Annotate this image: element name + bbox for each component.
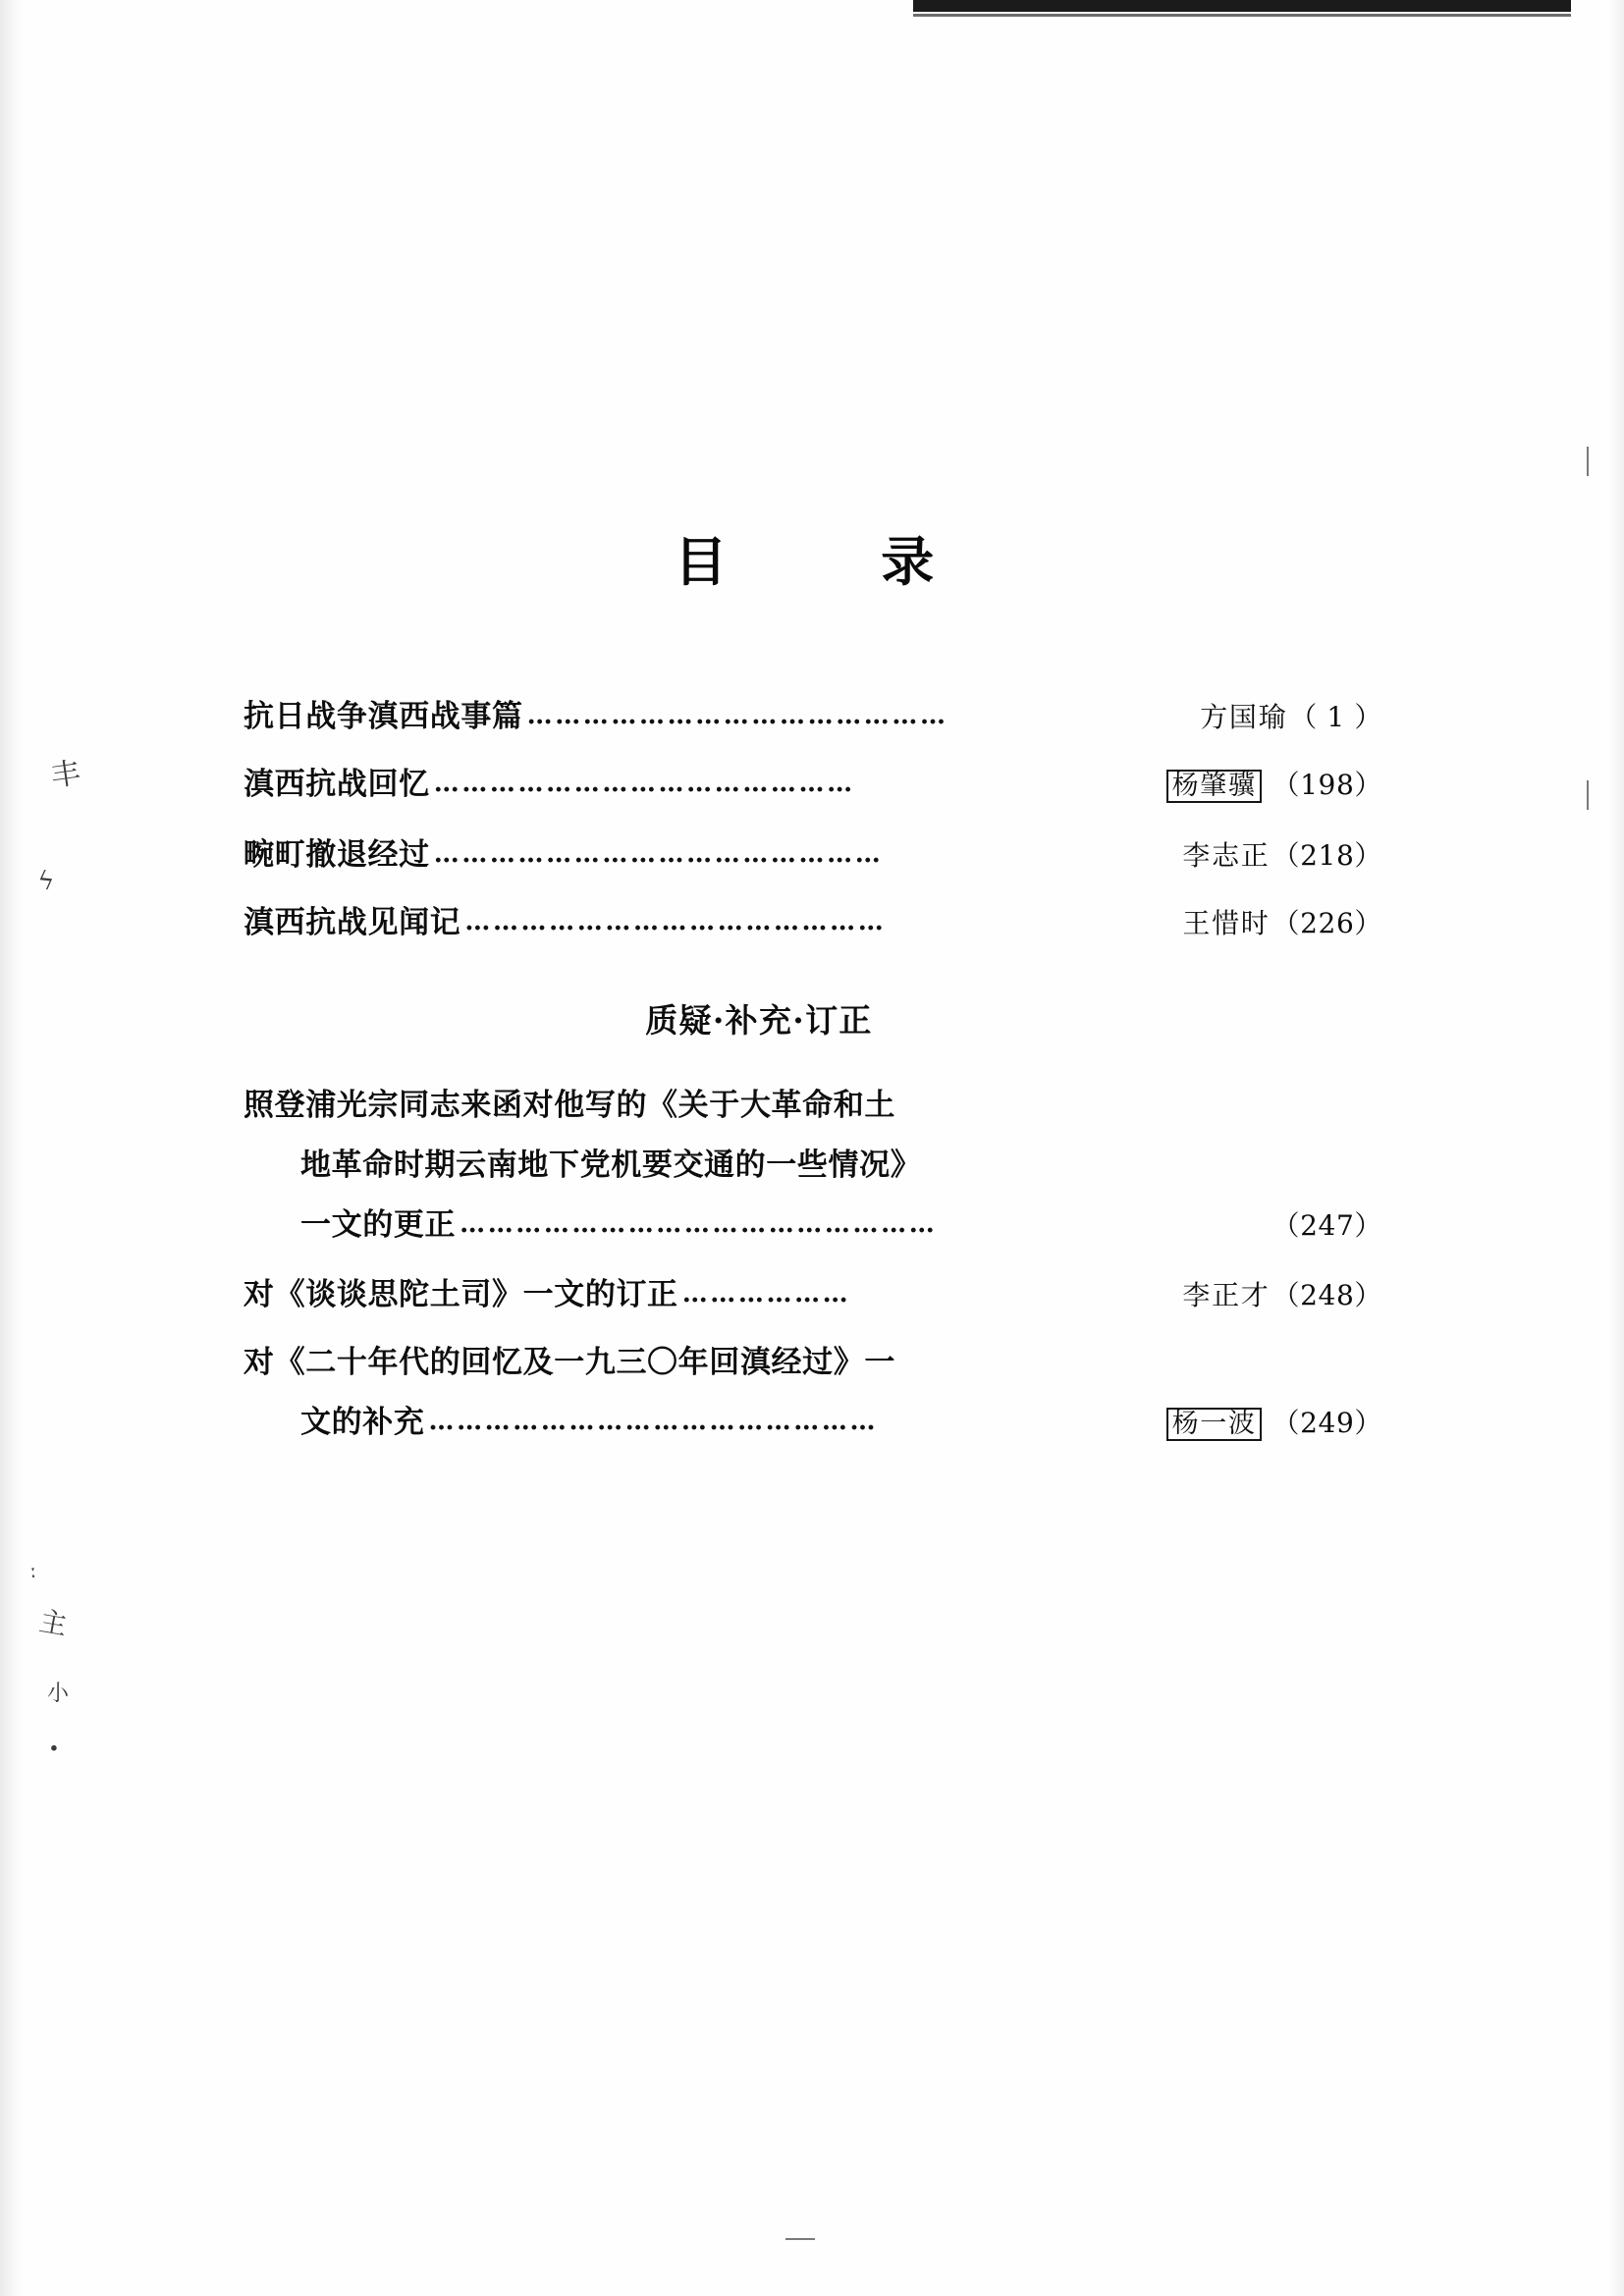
margin-tick-icon: [1587, 447, 1589, 476]
toc-entry-author: 李正才: [1182, 1279, 1271, 1311]
toc-entry-page: （198）: [1272, 769, 1382, 801]
scan-artifact-top-bar: [913, 0, 1571, 12]
toc-entry-title-line: 地革命时期云南地下党机要交通的一些情况》: [300, 1148, 922, 1183]
toc-entry-title: 对《谈谈思陀土司》一文的订正: [244, 1277, 678, 1312]
toc-entry-page: （247）: [1272, 1209, 1382, 1242]
toc-entry-page: （249）: [1272, 1407, 1382, 1439]
toc-entry-title-line: 照登浦光宗同志来函对他写的《关于大革命和土: [244, 1088, 896, 1123]
toc-entry-title-line: 一文的更正: [300, 1207, 457, 1243]
toc-entry-title: 滇西抗战见闻记: [244, 905, 461, 940]
toc-entry-title: 滇西抗战回忆: [244, 767, 430, 802]
toc-entry-page: （248）: [1272, 1279, 1382, 1311]
toc-entry-author: 李志正: [1182, 839, 1271, 872]
section-heading: 质疑·补充·订正: [645, 1001, 873, 1040]
toc-entry[interactable]: [244, 1345, 1382, 1441]
toc-entry[interactable]: [244, 767, 1382, 803]
toc-entry[interactable]: [244, 699, 1382, 734]
toc-leader-dots: …………………………………………: [428, 1409, 879, 1434]
table-of-contents: [244, 699, 1382, 1467]
toc-entry-author: 杨一波: [1166, 1408, 1263, 1441]
toc-entry-title: 抗日战争滇西战事篇: [244, 699, 523, 734]
scan-edge-left: [0, 0, 26, 2296]
page-title: 目 录: [674, 531, 950, 593]
ink-smudge: 主: [36, 1604, 70, 1642]
toc-entry-page: （218）: [1272, 839, 1382, 872]
ink-smudge: ː: [28, 1558, 36, 1584]
toc-entry[interactable]: [244, 905, 1382, 940]
toc-entry-title: 畹町撤退经过: [244, 837, 430, 873]
ink-smudge: ∙: [49, 1735, 59, 1759]
toc-entry-author: 杨肇骥: [1166, 770, 1263, 803]
margin-tick-icon: [1587, 780, 1589, 810]
toc-entry-title-line: 对《二十年代的回忆及一九三〇年回滇经过》一: [244, 1345, 896, 1380]
toc-entry-author: 王惜时: [1182, 907, 1271, 939]
toc-leader-dots: ………………: [681, 1281, 851, 1307]
toc-leader-dots: …………………………………………: [433, 841, 884, 867]
toc-leader-dots: ………………………………………: [464, 909, 887, 934]
ink-smudge: ϟ: [35, 866, 56, 897]
scan-edge-right: [1606, 0, 1624, 2296]
toc-entry-author: 方国瑜: [1200, 701, 1288, 733]
ink-smudge: 小: [47, 1682, 70, 1706]
toc-entry-title-line: 文的补充: [300, 1405, 425, 1440]
scan-artifact-top-bar-secondary: [913, 14, 1571, 17]
toc-entry-page: （226）: [1272, 907, 1382, 939]
toc-leader-dots: ……………………………………………: [460, 1211, 938, 1237]
toc-leader-dots: ………………………………………: [433, 771, 855, 796]
toc-entry[interactable]: [244, 837, 1382, 873]
toc-entry[interactable]: [244, 1277, 1382, 1312]
toc-leader-dots: ………………………………………: [526, 703, 948, 728]
toc-entry-page: （ 1 ）: [1289, 701, 1382, 733]
margin-tick-icon: [785, 2238, 815, 2240]
toc-entry[interactable]: [244, 1088, 1382, 1243]
ink-smudge: 丰: [48, 756, 83, 794]
